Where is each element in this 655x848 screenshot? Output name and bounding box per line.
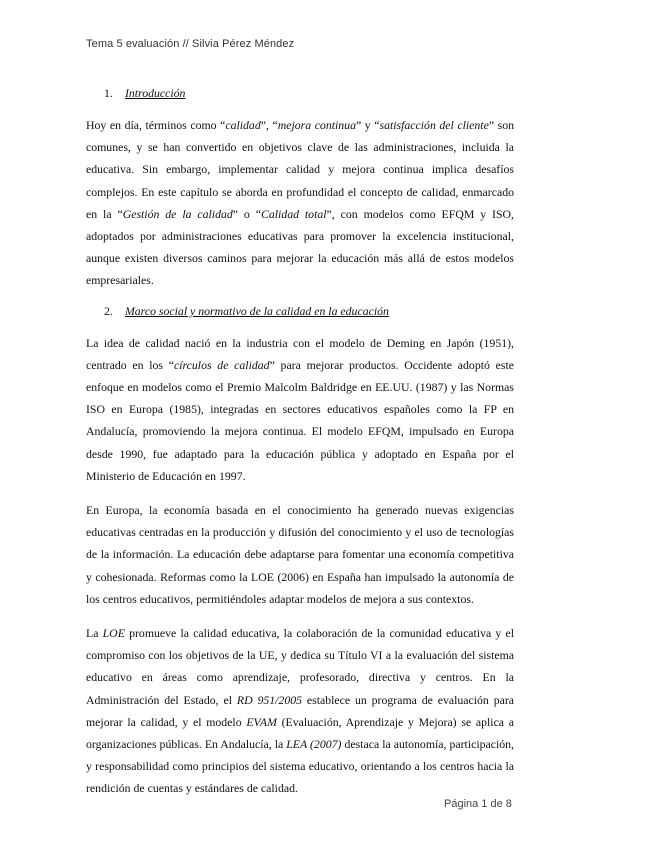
- section-heading-marco-social: [86, 300, 514, 322]
- section-number: 1.: [104, 86, 113, 100]
- page-header: Tema 5 evaluación // Silvia Pérez Méndez: [86, 38, 295, 50]
- page-number: Página 1 de 8: [444, 798, 512, 810]
- document-body: [86, 82, 514, 800]
- paragraph-introduccion: Hoy en día, términos como “calidad”, “mejora continua” y “satisfacción del cliente” son comunes, y se han convertido en objetivos clave de las administraciones, incluida la educativa. Sin embargo, implementar calidad y mejora continua implica desafíos complejos. En este capítulo se aborda en profundidad el concepto de calidad, enmarcado en la “Gestión de la calidad” o “Calidad total”, con modelos como EFQM y ISO, adoptados por administraciones educativas para promover la excelencia institucional, aunque existen diversos caminos para mejorar la educación más allá de estos modelos empresariales.: [86, 118, 514, 288]
- paragraph-loe: La LOE promueve la calidad educativa, la colaboración de la comunidad educativa y el compromiso con los objetivos de la UE, y dedica su Título VI a la evaluación del sistema educativo en áreas como aprendizaje, profesorado, directiva y centros. En la Administración del Estado, el RD 951/2005 establece un programa de evaluación para mejorar la calidad, y el modelo EVAM (Evaluación, Aprendizaje y Mejora) se aplica a organizaciones públicas. En Andalucía, la LEA (2007) destaca la autonomía, participación, y responsabilidad como principios del sistema educativo, orientando a los centros hacia la rendición de cuentas y estándares de calidad.: [86, 626, 514, 796]
- paragraph-europa: En Europa, la economía basada en el conocimiento ha generado nuevas exigencias educativas centradas en la producción y difusión del conocimiento y el uso de tecnologías de la información. La educación debe adaptarse para fomentar una economía competitiva y cohesionada. Reformas como la LOE (2006) en España han impulsado la autonomía de los centros educativos, permitiéndoles adaptar modelos de mejora a sus contextos.: [86, 503, 514, 606]
- section-number: 2.: [104, 303, 113, 318]
- section-title: Introducción: [124, 86, 186, 100]
- section-title: Marco social y normativo de la calidad en la educación: [124, 303, 389, 318]
- paragraph-deming: La idea de calidad nació en la industria con el modelo de Deming en Japón (1951), centrado en los “círculos de calidad” para mejorar productos. Occidente adoptó este enfoque en modelos como el Premio Malcolm Baldridge en EE.UU. (1987) y las Normas ISO en Europa (1985), integradas en sectores educativos españoles como la FP en Andalucía, promoviendo la mejora continua. El modelo EFQM, impulsado en Europa desde 1990, fue adaptado para la educación pública y adoptado en España por el Ministerio de Educación en 1997.: [86, 335, 514, 483]
- section-heading-introduccion: [86, 82, 514, 104]
